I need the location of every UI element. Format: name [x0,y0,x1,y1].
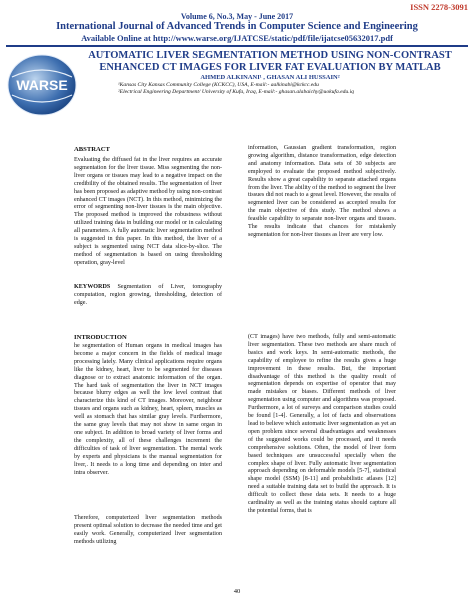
header-rule [6,45,468,47]
keywords-text: Segmentation of Liver, tomography computation, region growing, thresholding, detection of edge. [74,284,222,306]
introduction-body [74,343,222,477]
volume-line: Volume 6, No.3, May - June 2017 [180,12,294,21]
author-line: AHMED ALKINANI¹ , GHASAN ALI HUSSAIN² [200,74,340,81]
abstract-body [74,157,222,268]
journal-title: International Journal of Advanced Trends in Computer Science and Engineering [56,21,418,32]
abstract-heading: ABSTRACT [74,146,110,153]
logo-text: WARSE [16,77,68,93]
introduction-paragraph-2: Therefore, computerized liver segmentation methods present optimal solution to decrease the needed time and get easily work. Generally, computerized liver segmentation methods utilizing [74,515,222,545]
keywords-label: KEYWORDS [74,284,111,290]
issn-label: ISSN 2278-3091 [410,2,468,12]
introduction-body-2 [74,515,222,547]
abstract-continued-paragraph: information, Gaussian gradient transformation, region growing algorithm, distance transformation, edge detection and anatomy information. Data sets of 30 subjects are employed to evaluate the proposed method subjectively. Results show a great capability to separate attached organs from the liver. The ability of the method to segment the liver tissues did not reach to a great level. However, the results of segmented liver can be considered as accepted results for the main objective of this study. The method shows a feasible capability to separate non-liver organs and tissues. The results indicate that chances for mistakenly segmentation for non-liver tissues as liver are very low. [248,145,396,238]
page-number: 40 [233,588,241,595]
warse-logo [4,49,80,121]
introduction-paragraph-1: he segmentation of Human organs in medical images has become a major concern in the fields of medical image processing lately. Many clinical applications require organs like the kidney, heart, liver to be segmented for diseases diagnose or to extract anatomic information of the organ. The hard task of segmentation the liver in NCT images because blurry edges as well the low level contrast that characterize this kind of CT images. Moreover, neighbour tissues and organs such as kidney, heart, spleen, muscles as well as stomach that has similar gray levels. Furthermore, the same gray levels that may not show in same organ in one subject. In addition to broad variety of liver forms and the complexity, all of these challenges increment the difficulties of task of liver segmentation. The mental work by experts and physicians is the manual segmentation for liver,. It needs to a long time and depending on inter and intra observer. [74,343,222,476]
introduction-column-2 [248,334,396,516]
affiliation-2: ²Electrical Engineering Department/ University of Kufa, Iraq, E-mail:- ghasan.alabaichy@uokufa.edu.iq [118,89,354,95]
affiliation-1: ¹Kansas City Kansas Community College (KCKCC), USA, E-mail:- aalkinabi@kckcc.edu [118,82,319,88]
introduction-paragraph-3: (CT images) have two methods, fully and semi-automatic liver segmentation. These two methods are share much of basics and work keys. In semi-automatic methods, the capability of employee to refine the results gives a huge improvement in these results. But, the important disadvantage of this method is the quality result of segmentation depends on expertise of operator that may made mistakes or biases. Different methods of liver segmentation using computer and algorithms was proposed. Furthermore, a lot of surveys and comparison studies could be found [1-4]. Generally, a lot of facts and observations lead to believe which automatic liver segmentation as yet an open problem since several disadvantages and weaknesses of the suggested works could be processed, and it needs comprehensive solutions. Often, the model of liver form based techniques are unsuccessful specially when the complex shape of liver. Fully automatic liver segmentation approach depending on deformable models [5-7], statistical shape model (SSM) [8-11] and probabilistic atlases [12] need a suitable training data set to build the approach. It is difficult to collect these data sets. It needs to a huge cardinality as well as the training status should capture all the potential forms, that is [248,334,396,514]
introduction-heading: INTRODUCTION [74,334,127,341]
abstract-continued [248,145,396,240]
paper-title: AUTOMATIC LIVER SEGMENTATION METHOD USING NON-CONTRAST ENHANCED CT IMAGES FOR LIVER FAT EVALUATION BY MATLAB [88,50,452,73]
abstract-paragraph: Evaluating the diffused fat in the liver requires an accurate segmentation for the liver tissue. Miss segmenting the non-liver organs or tissues may lead to a negative impact on the credibility of the obtained results. The segmentation of liver has been proposed as adaptive method by using non-contrast enhanced CT images (NCT). In this method, minimizing the error of segmenting non-liver tissues is the main objective. The proposed method is improved the robustness without utilized training data in building our model or in calculating all parameters. A fully automatic liver segmentation method is suggested in this paper. In this method, the liver of a subject is segmented using NCT data slice-by-slice. The method of segmentation is based on using thresholding operation, gray-level [74,157,222,266]
availability-link[interactable]: Available Online at http://www.warse.org/IJATCSE/static/pdf/file/ijatcse05632017.pdf [81,33,393,43]
keywords-block [74,284,222,308]
